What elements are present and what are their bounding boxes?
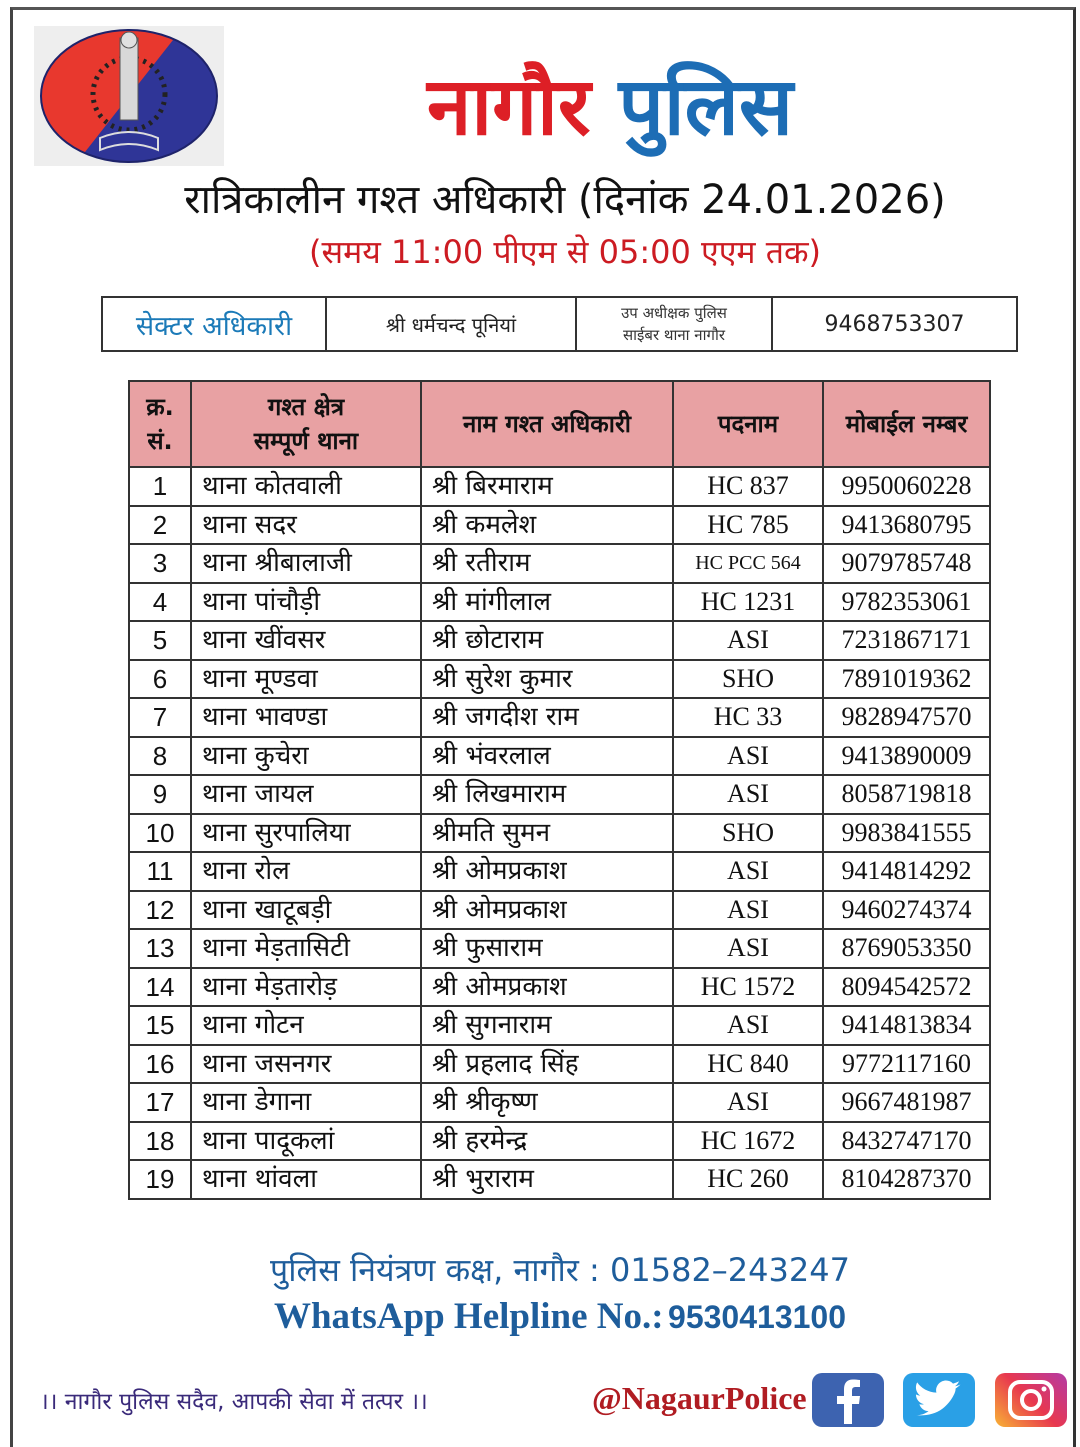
row-officer-name: श्री भंवरलाल	[421, 737, 673, 776]
header-area-line1: गश्त क्षेत्र	[267, 393, 345, 421]
row-patrol-area: थाना पांचौड़ी	[191, 583, 421, 622]
row-mobile: 9782353061	[823, 583, 990, 622]
row-officer-name: श्री सुगनाराम	[421, 1006, 673, 1045]
row-patrol-area: थाना श्रीबालाजी	[191, 544, 421, 583]
row-patrol-area: थाना भावण्डा	[191, 698, 421, 737]
table-row	[129, 891, 990, 930]
row-mobile: 9414814292	[823, 852, 990, 891]
social-handle: @NagaurPolice	[592, 1380, 807, 1416]
row-officer-name: श्री फुसाराम	[421, 929, 673, 968]
row-patrol-area: थाना सुरपालिया	[191, 814, 421, 853]
table-row	[129, 1083, 990, 1122]
row-designation: HC 1572	[673, 968, 823, 1007]
row-mobile: 9414813834	[823, 1006, 990, 1045]
row-officer-name: श्री सुरेश कुमार	[421, 660, 673, 699]
title-police: पुलिस	[618, 60, 793, 153]
row-serial: 3	[129, 544, 191, 583]
table-row	[129, 929, 990, 968]
header-serial-line1: क्र.	[146, 393, 174, 421]
row-patrol-area: थाना पादूकलां	[191, 1122, 421, 1161]
row-designation: HC 260	[673, 1160, 823, 1199]
row-patrol-area: थाना गोटन	[191, 1006, 421, 1045]
row-designation: HC 785	[673, 506, 823, 545]
table-row	[129, 621, 990, 660]
row-patrol-area: थाना थांवला	[191, 1160, 421, 1199]
table-row	[129, 506, 990, 545]
row-mobile: 9667481987	[823, 1083, 990, 1122]
facebook-icon[interactable]	[812, 1373, 884, 1427]
row-officer-name: श्री रतीराम	[421, 544, 673, 583]
row-designation: HC 33	[673, 698, 823, 737]
row-designation: ASI	[673, 891, 823, 930]
row-patrol-area: थाना मूण्डवा	[191, 660, 421, 699]
row-designation: HC 1672	[673, 1122, 823, 1161]
row-officer-name: श्री प्रहलाद सिंह	[421, 1045, 673, 1084]
row-officer-name: श्री बिरमाराम	[421, 467, 673, 506]
row-patrol-area: थाना डेगाना	[191, 1083, 421, 1122]
row-mobile: 9413890009	[823, 737, 990, 776]
row-officer-name: श्रीमति सुमन	[421, 814, 673, 853]
row-designation: ASI	[673, 1006, 823, 1045]
row-designation: SHO	[673, 660, 823, 699]
row-designation: ASI	[673, 1083, 823, 1122]
row-mobile: 9460274374	[823, 891, 990, 930]
row-serial: 1	[129, 467, 191, 506]
table-row	[129, 467, 990, 506]
row-serial: 13	[129, 929, 191, 968]
table-row	[129, 775, 990, 814]
police-emblem-icon	[34, 26, 224, 166]
police-logo	[34, 26, 224, 166]
sector-officer-name: श्री धर्मचन्द पूनियां	[327, 298, 577, 350]
header-area-line2: सम्पूर्ण थाना	[253, 427, 359, 455]
row-serial: 11	[129, 852, 191, 891]
row-serial: 4	[129, 583, 191, 622]
row-mobile: 8094542572	[823, 968, 990, 1007]
sector-officer-label: सेक्टर अधिकारी	[103, 298, 327, 350]
title-nagaur: नागौर	[427, 60, 591, 153]
table-row	[129, 583, 990, 622]
row-officer-name: श्री श्रीकृष्ण	[421, 1083, 673, 1122]
row-patrol-area: थाना खाटूबड़ी	[191, 891, 421, 930]
header-area	[191, 381, 421, 467]
table-row	[129, 968, 990, 1007]
row-serial: 6	[129, 660, 191, 699]
row-serial: 12	[129, 891, 191, 930]
table-header-row	[129, 381, 990, 467]
control-room-line: पुलिस नियंत्रण कक्ष, नागौर : 01582–243247	[270, 1251, 850, 1289]
table-row	[129, 737, 990, 776]
row-patrol-area: थाना मेड़तासिटी	[191, 929, 421, 968]
row-mobile: 9413680795	[823, 506, 990, 545]
header-designation: पदनाम	[673, 381, 823, 467]
sector-officer-mobile: 9468753307	[824, 311, 965, 337]
row-mobile: 7891019362	[823, 660, 990, 699]
row-designation: ASI	[673, 852, 823, 891]
page-subtitle: रात्रिकालीन गश्त अधिकारी (दिनांक 24.01.2026)	[184, 177, 946, 223]
header-officer: नाम गश्त अधिकारी	[421, 381, 673, 467]
patrol-officers-table	[128, 380, 991, 1200]
row-designation: HC 840	[673, 1045, 823, 1084]
row-mobile: 9950060228	[823, 467, 990, 506]
table-row	[129, 1045, 990, 1084]
row-serial: 2	[129, 506, 191, 545]
sector-officer-designation	[577, 298, 773, 350]
row-officer-name: श्री ओमप्रकाश	[421, 968, 673, 1007]
sector-officer-box	[101, 296, 1018, 352]
row-serial: 15	[129, 1006, 191, 1045]
row-mobile: 8769053350	[823, 929, 990, 968]
header-serial	[129, 381, 191, 467]
row-serial: 10	[129, 814, 191, 853]
row-officer-name: श्री भुराराम	[421, 1160, 673, 1199]
row-officer-name: श्री जगदीश राम	[421, 698, 673, 737]
row-officer-name: श्री हरमेन्द्र	[421, 1122, 673, 1161]
row-officer-name: श्री ओमप्रकाश	[421, 852, 673, 891]
row-mobile: 9828947570	[823, 698, 990, 737]
row-designation: HC 837	[673, 467, 823, 506]
row-mobile: 9079785748	[823, 544, 990, 583]
row-designation: SHO	[673, 814, 823, 853]
whatsapp-number: 9530413100	[668, 1299, 846, 1335]
table-row	[129, 660, 990, 699]
table-row	[129, 814, 990, 853]
instagram-icon[interactable]	[995, 1373, 1067, 1427]
patrol-timing: (समय 11:00 पीएम से 05:00 एएम तक)	[308, 233, 822, 271]
sector-designation-line2: साईबर थाना नागौर	[623, 326, 725, 344]
row-serial: 5	[129, 621, 191, 660]
police-motto: ।। नागौर पुलिस सदैव, आपकी सेवा में तत्पर ।।	[40, 1389, 428, 1415]
row-patrol-area: थाना खींवसर	[191, 621, 421, 660]
header-serial-line2: सं.	[147, 427, 173, 455]
row-patrol-area: थाना कुचेरा	[191, 737, 421, 776]
page-title	[400, 62, 820, 152]
row-patrol-area: थाना सदर	[191, 506, 421, 545]
row-designation: ASI	[673, 929, 823, 968]
table-row	[129, 852, 990, 891]
sector-designation-line1: उप अधीक्षक पुलिस	[621, 304, 727, 322]
row-serial: 14	[129, 968, 191, 1007]
row-serial: 19	[129, 1160, 191, 1199]
table-row	[129, 1160, 990, 1199]
table-row	[129, 1006, 990, 1045]
row-officer-name: श्री मांगीलाल	[421, 583, 673, 622]
row-designation: ASI	[673, 621, 823, 660]
row-designation: ASI	[673, 775, 823, 814]
row-serial: 18	[129, 1122, 191, 1161]
row-designation: HC 1231	[673, 583, 823, 622]
row-mobile: 9772117160	[823, 1045, 990, 1084]
row-patrol-area: थाना जसनगर	[191, 1045, 421, 1084]
row-serial: 17	[129, 1083, 191, 1122]
row-serial: 8	[129, 737, 191, 776]
whatsapp-helpline	[230, 1294, 890, 1347]
row-designation: HC PCC 564	[673, 544, 823, 583]
table-row	[129, 698, 990, 737]
row-officer-name: श्री लिखमाराम	[421, 775, 673, 814]
twitter-icon[interactable]	[903, 1373, 975, 1427]
row-officer-name: श्री छोटाराम	[421, 621, 673, 660]
table-row	[129, 1122, 990, 1161]
row-mobile: 8432747170	[823, 1122, 990, 1161]
row-mobile: 7231867171	[823, 621, 990, 660]
row-officer-name: श्री ओमप्रकाश	[421, 891, 673, 930]
row-patrol-area: थाना जायल	[191, 775, 421, 814]
table-row	[129, 544, 990, 583]
row-serial: 16	[129, 1045, 191, 1084]
row-patrol-area: थाना मेड़तारोड़	[191, 968, 421, 1007]
row-serial: 7	[129, 698, 191, 737]
row-mobile: 8058719818	[823, 775, 990, 814]
row-designation: ASI	[673, 737, 823, 776]
row-patrol-area: थाना कोतवाली	[191, 467, 421, 506]
row-mobile: 8104287370	[823, 1160, 990, 1199]
whatsapp-label: WhatsApp Helpline No.:	[273, 1296, 664, 1337]
row-serial: 9	[129, 775, 191, 814]
row-mobile: 9983841555	[823, 814, 990, 853]
header-mobile: मोबाईल नम्बर	[823, 381, 990, 467]
row-patrol-area: थाना रोल	[191, 852, 421, 891]
row-officer-name: श्री कमलेश	[421, 506, 673, 545]
